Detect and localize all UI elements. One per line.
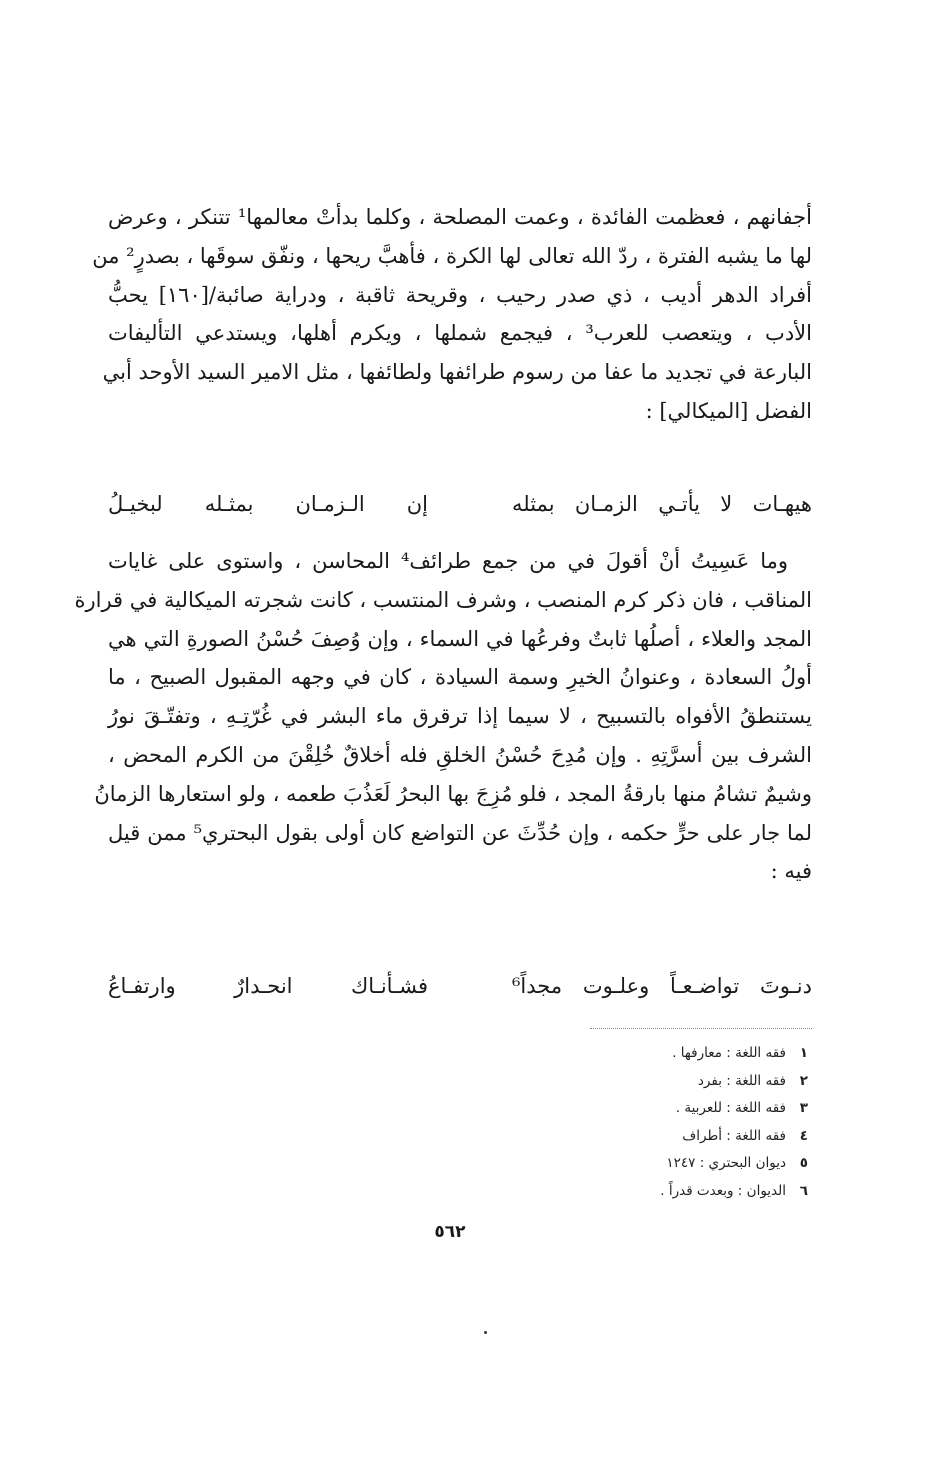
text-line: يستنطقُ الأفواه بالتسبيح ، لا سيما إذا ترقرق ماء البشر في غُرّتِـهِ ، وتفتّـقَ نورُ (108, 704, 812, 729)
paragraph-2 (74, 542, 812, 891)
text-line: وما عَسِيتُ أنْ أقولَ في من جمع طرائف⁴ المحاسن ، واستوى على غايات (108, 549, 788, 573)
text-line: المناقب ، فان ذكر كرم المنصب ، وشرف المنتسب ، كانت شجرته الميكالية في قرارة (74, 587, 812, 612)
footnote-number: ٦ (799, 1182, 808, 1199)
text-line: الشرف بين أسرَّتِهِ . وإن مُدِحَ حُسْنُ الخلقِ فله أخلاقٌ خُلِقْنَ من الكرم المحض ، (108, 742, 812, 767)
text-line: البارعة في تجديد ما عفا من رسوم طرائفها ولطائفها ، مثل الامير السيد الأوحد أبي (102, 360, 812, 385)
text-line: أجفانهم ، فعظمت الفائدة ، وعمت المصلحة ، وكلما بدأتْ معالمها¹ تتنكر ، وعرض (108, 205, 812, 229)
verse-second-hemistich: إن الـزمـان بمثـله لبخيـلُ (108, 492, 428, 516)
footnote-item (660, 1150, 808, 1178)
footnote-number: ١ (799, 1045, 808, 1061)
text-line: أولُ السعادة ، وعنوانُ الخيرِ وسمة السيادة ، كان في وجهه المقبول الصبيح ، ما (108, 665, 812, 690)
footnote-item (660, 1068, 808, 1096)
page-number: ٥٦٢ (434, 1222, 466, 1242)
text-line: الأدب ، ويتعصب للعرب³ ، فيجمع شملها ، ويكرم أهلها، ويستدعي التأليفات (108, 321, 812, 346)
footnote-text: الديوان : وبعدت قدراً . (660, 1182, 786, 1199)
text-line: لما جار على حرٍّ حكمه ، وإن حُدِّثَ عن التواضع كان أولى بقول البحتري⁵ ممن قيل (108, 820, 812, 845)
footnote-number: ٣ (799, 1100, 808, 1116)
verse-second-hemistich: فشـأنـاك انحـدارٌ وارتفـاعُ (108, 974, 428, 998)
text-line: فيه : (770, 859, 812, 884)
footnote-divider (590, 1028, 812, 1029)
footnote-number: ٥ (799, 1155, 808, 1171)
verse-first-hemistich: هيهـات لا يأتـي الزمـان بمثله (512, 492, 812, 516)
text-line: أفراد الدهر أديب ، ذي صدر رحيب ، وقريحة ثاقبة ، ودراية صائبة/[١٦٠] يحبُّ (108, 282, 812, 307)
footnote-item (660, 1123, 808, 1151)
footnote-text: فقه اللغة : للعربية . (675, 1100, 786, 1116)
text-line: الفضل [الميكالي] : (645, 398, 812, 423)
text-line: المجد والعلاء ، أصلُها ثابتٌ وفرعُها في السماء ، وإن وُصِفَ حُسْنُ الصورةِ التي هي (108, 626, 812, 651)
scan-speck (484, 1331, 487, 1334)
poetry-verse-1 (108, 484, 812, 524)
footnote-item (660, 1040, 808, 1068)
text-line: وشيمٌ تشامُ منها بارقةُ المجد ، فلو مُزِجَ بها البحرُ لَعَذُبَ طعمه ، ولو استعارها الزمانُ (94, 781, 812, 806)
footnote-item (660, 1095, 808, 1123)
poetry-verse-2 (108, 966, 812, 1006)
footnotes (660, 1040, 808, 1205)
footnote-text: فقه اللغة : أطراف (682, 1127, 786, 1144)
footnote-text: فقه اللغة : بفرد (697, 1072, 786, 1089)
text-line: لها ما يشبه الفترة ، ردّ الله تعالى لها الكرة ، فأهبَّ ريحها ، ونفّق سوقَها ، بصدرٍ² من (92, 243, 812, 268)
verse-first-hemistich: دنـوتَ تواضـعـاً وعلـوت مجداً⁶ (512, 974, 812, 998)
footnote-text: فقه اللغة : معارفها . (672, 1045, 786, 1061)
footnote-text: ديوان البحتري : ١٢٤٧ (666, 1155, 786, 1171)
footnote-number: ٢ (799, 1072, 808, 1089)
footnote-number: ٤ (799, 1127, 808, 1144)
paragraph-1 (92, 198, 812, 431)
footnote-item (660, 1178, 808, 1206)
